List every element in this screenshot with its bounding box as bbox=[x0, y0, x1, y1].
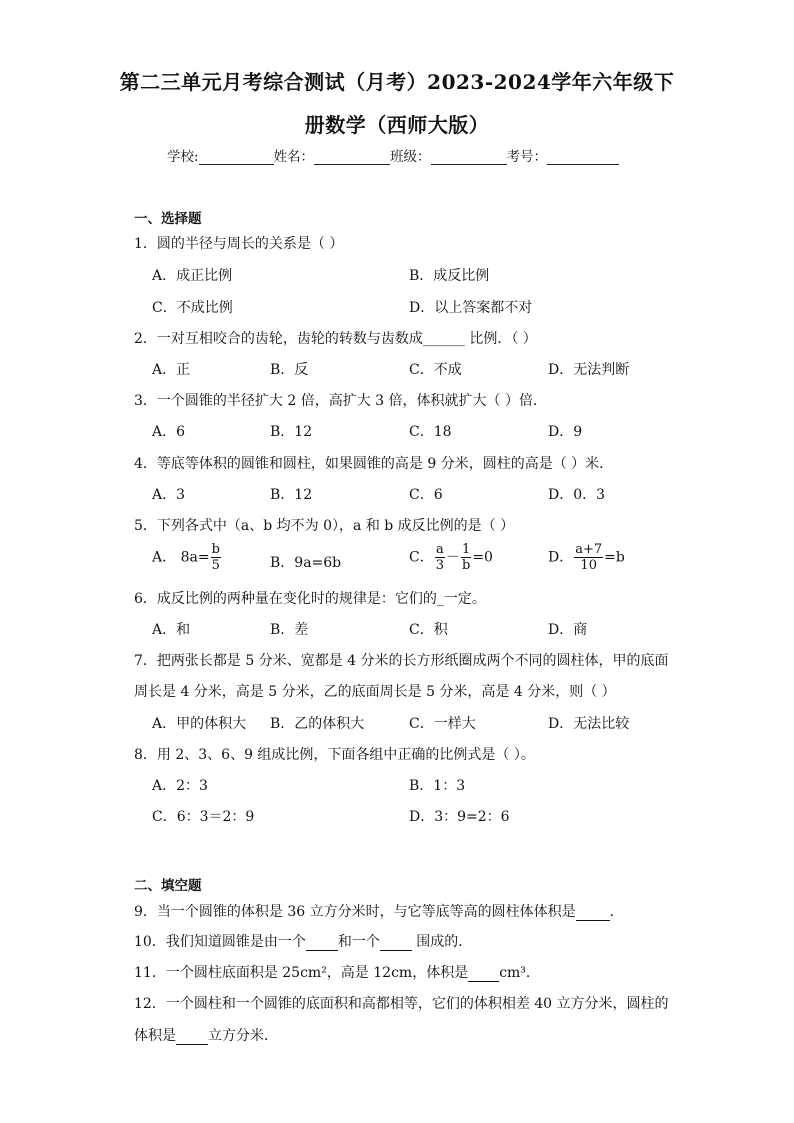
q2-option-c[interactable]: C．不成 bbox=[409, 362, 462, 378]
name-label: 姓名： bbox=[273, 149, 315, 165]
question-1: 1．圆的半径与周长的关系是（ ） bbox=[134, 236, 344, 252]
q5-option-c[interactable] bbox=[409, 542, 493, 573]
section-heading-choice: 一、选择题 bbox=[134, 211, 202, 227]
q5-option-b[interactable]: B．9a=6b bbox=[270, 555, 342, 571]
q2-option-a[interactable]: A．正 bbox=[152, 362, 191, 378]
q1-option-d[interactable]: D．以上答案都不对 bbox=[409, 300, 533, 316]
q5-d-numerator: a+7 bbox=[575, 542, 603, 557]
q6-option-d[interactable]: D．商 bbox=[548, 622, 588, 638]
q10-answer-blank-1[interactable] bbox=[306, 935, 338, 951]
q2-option-d[interactable]: D．无法判断 bbox=[548, 362, 630, 378]
q5-a-prefix: A． bbox=[152, 549, 177, 566]
q3-option-c[interactable]: C．18 bbox=[409, 424, 452, 440]
q5-c-minus: － bbox=[446, 549, 460, 566]
q5-option-d[interactable] bbox=[548, 542, 625, 573]
q9-text: 9．当一个圆锥的体积是 36 立方分米时，与它等底等高的圆柱体体积是 bbox=[134, 904, 576, 920]
q7-option-a[interactable]: A．甲的体积大 bbox=[152, 716, 247, 732]
q10-answer-blank-2[interactable] bbox=[380, 935, 412, 951]
q12-answer-blank[interactable] bbox=[176, 1029, 208, 1045]
question-10 bbox=[134, 931, 472, 951]
q4-option-d[interactable]: D．0．3 bbox=[548, 487, 606, 503]
q1-option-a[interactable]: A．成正比例 bbox=[152, 268, 233, 284]
student-info-row bbox=[167, 145, 619, 165]
q3-option-d[interactable]: D．9 bbox=[548, 424, 583, 440]
question-12-line-1: 12．一个圆柱和一个圆锥的底面积和高都相等，它们的体积相差 40 立方分米，圆柱的 bbox=[134, 996, 669, 1012]
q5-c-fraction-1 bbox=[435, 542, 445, 573]
question-5: 5．下列各式中（a、b 均不为 0），a 和 b 成反比例的是（ ） bbox=[134, 518, 515, 534]
class-label: 班级： bbox=[390, 149, 431, 165]
q1-option-c[interactable]: C．不成比例 bbox=[152, 300, 233, 316]
question-4: 4．等底等体积的圆锥和圆柱，如果圆锥的高是 9 分米，圆柱的高是（ ）米． bbox=[134, 456, 614, 472]
question-7-line-2: 周长是 4 分米，高是 5 分米，乙的底面周长是 5 分米，高是 4 分米，则（ ） bbox=[134, 684, 616, 700]
q9-answer-blank[interactable] bbox=[576, 905, 610, 921]
q7-option-c[interactable]: C．一样大 bbox=[409, 716, 476, 732]
q12-text-a: 体积是 bbox=[134, 1028, 176, 1044]
q4-option-b[interactable]: B．12 bbox=[270, 487, 313, 503]
q5-c-prefix: C． bbox=[409, 549, 434, 566]
q8-option-c[interactable]: C．6：3＝2：9 bbox=[152, 809, 255, 825]
q5-a-denominator: 5 bbox=[211, 558, 220, 573]
q5-c-denominator-1: 3 bbox=[435, 558, 444, 573]
school-blank[interactable] bbox=[199, 150, 274, 165]
q6-option-b[interactable]: B．差 bbox=[270, 622, 309, 638]
name-blank[interactable] bbox=[314, 150, 390, 165]
question-12-line-2 bbox=[134, 1025, 278, 1045]
q9-end: ． bbox=[609, 904, 624, 920]
q11-answer-blank[interactable] bbox=[468, 966, 499, 982]
q1-option-b[interactable]: B．成反比例 bbox=[409, 268, 490, 284]
q7-option-b[interactable]: B．乙的体积大 bbox=[270, 716, 365, 732]
page-title-line-1: 第二三单元月考综合测试（月考）2023-2024学年六年级下 bbox=[119, 70, 675, 94]
q3-option-a[interactable]: A．6 bbox=[152, 424, 186, 440]
q4-option-a[interactable]: A．3 bbox=[152, 487, 186, 503]
question-8: 8．用 2、3、6、9 组成比例，下面各组中正确的比例式是（ ）。 bbox=[134, 747, 535, 763]
q8-option-b[interactable]: B．1：3 bbox=[409, 778, 466, 794]
q10-text-b: 和一个 bbox=[337, 934, 380, 950]
question-7-line-1: 7．把两张长都是 5 分米、宽都是 4 分米的长方形纸圈成两个不同的圆柱体，甲的底面 bbox=[134, 653, 669, 669]
exam-no-blank[interactable] bbox=[547, 150, 619, 165]
q5-a-numerator: b bbox=[211, 542, 220, 557]
question-9 bbox=[134, 901, 624, 921]
q6-option-a[interactable]: A．和 bbox=[152, 622, 191, 638]
q4-option-c[interactable]: C．6 bbox=[409, 487, 443, 503]
q5-c-right: =0 bbox=[472, 549, 493, 566]
page-title-line-2: 册数学（西师大版） bbox=[304, 113, 490, 137]
q2-option-b[interactable]: B．反 bbox=[270, 362, 309, 378]
q5-c-denominator-2: b bbox=[462, 558, 471, 573]
q5-d-fraction bbox=[574, 542, 603, 573]
school-label: 学校: bbox=[167, 149, 199, 165]
class-blank[interactable] bbox=[431, 150, 507, 165]
q12-text-b: 立方分米． bbox=[208, 1028, 278, 1044]
q5-c-numerator-1: a bbox=[435, 542, 444, 557]
q5-d-right: =b bbox=[604, 549, 625, 566]
section-heading-fill: 二、填空题 bbox=[134, 878, 202, 894]
q11-text: 11．一个圆柱底面积是 25cm²，高是 12cm，体积是 bbox=[134, 965, 469, 981]
question-2: 2．一对互相咬合的齿轮，齿轮的转数与齿数成______ 比例．（ ） bbox=[134, 331, 537, 347]
question-11 bbox=[134, 962, 540, 982]
q8-option-a[interactable]: A．2：3 bbox=[152, 778, 208, 794]
exam-no-label: 考号： bbox=[506, 149, 548, 165]
q8-option-d[interactable]: D．3：9=2：6 bbox=[409, 809, 510, 825]
q5-c-numerator-2: 1 bbox=[462, 542, 471, 557]
q10-text-a: 10．我们知道圆锥是由一个 bbox=[134, 934, 306, 950]
q5-d-denominator: 10 bbox=[580, 558, 597, 573]
q5-option-a[interactable] bbox=[152, 542, 222, 573]
q11-unit: cm³． bbox=[499, 965, 540, 981]
q6-option-c[interactable]: C．积 bbox=[409, 622, 448, 638]
q10-text-c: 围成的． bbox=[411, 934, 473, 950]
question-3: 3．一个圆锥的半径扩大 2 倍，高扩大 3 倍，体积就扩大（ ）倍． bbox=[134, 393, 547, 409]
question-6: 6．成反比例的两种量在变化时的规律是：它们的_一定。 bbox=[134, 591, 486, 607]
q3-option-b[interactable]: B．12 bbox=[270, 424, 313, 440]
q5-a-fraction bbox=[211, 542, 221, 573]
q5-c-fraction-2 bbox=[461, 542, 471, 573]
q5-d-prefix: D． bbox=[548, 549, 574, 566]
q7-option-d[interactable]: D．无法比较 bbox=[548, 716, 630, 732]
q5-a-left: 8a= bbox=[180, 549, 210, 566]
